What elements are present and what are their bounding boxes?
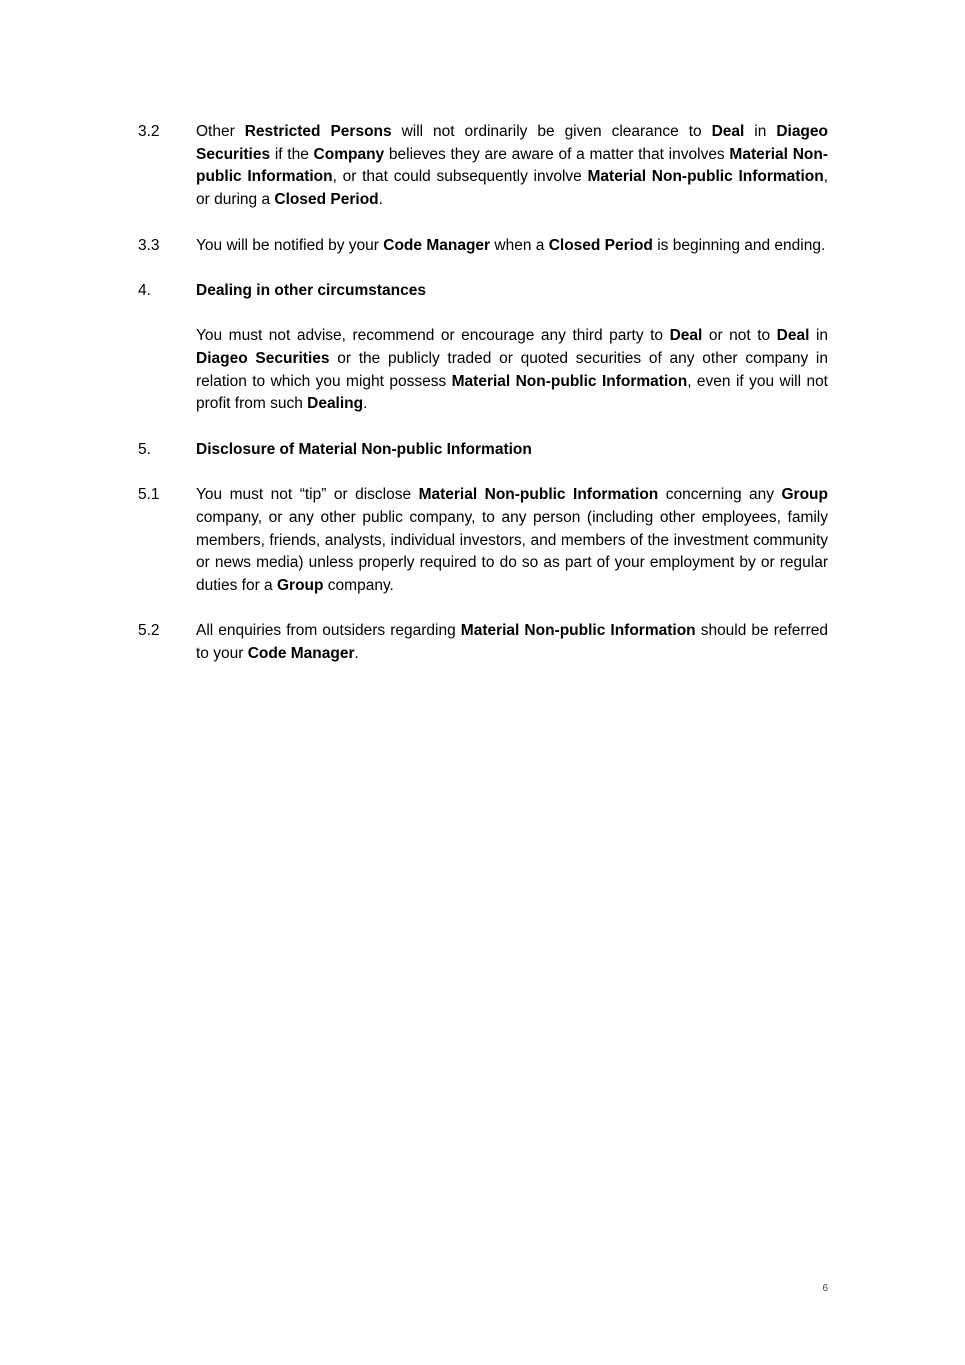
text-run: You must not advise, recommend or encourage any third party to [196, 327, 670, 345]
section-number [138, 325, 196, 416]
text-run: believes they are aware of a matter that involves [384, 145, 730, 163]
text-run: Other [196, 123, 245, 140]
text-run: . [354, 645, 359, 663]
text-run: company, or any other public company, to any person (including other employees, family members, friends, analysts, individual investors, and members of the investment community or news media) unless properly required to do so as part of your employment by or regular duties for a [196, 508, 828, 594]
text-run: when a [490, 236, 549, 254]
text-run: , even if you will not profit from such [196, 372, 828, 413]
text-run: . [378, 191, 383, 209]
defined-term: Deal [669, 327, 703, 345]
defined-term: Dealing in other circumstances [196, 281, 426, 299]
text-run: concerning any [658, 486, 782, 504]
section-3-3 [138, 235, 828, 258]
defined-term: Group [781, 486, 828, 504]
defined-term: Code Manager [247, 645, 355, 663]
defined-term: Group [277, 576, 324, 594]
text-run: . [363, 395, 368, 413]
text-run: company. [323, 576, 394, 594]
defined-term: Disclosure of Material Non-public Information [196, 440, 532, 458]
text-run: in [744, 123, 777, 140]
defined-term: Material Non-public Information [587, 168, 824, 186]
section-number: 5.2 [138, 622, 160, 640]
defined-term: Dealing [307, 395, 364, 413]
section-5-heading [138, 439, 828, 462]
defined-term: Closed Period [548, 236, 653, 254]
defined-term: Material Non-public Information [196, 145, 828, 186]
section-text [196, 235, 828, 258]
section-number: 3.3 [138, 236, 160, 254]
defined-term: Restricted Persons [244, 123, 392, 140]
section-number: 3.2 [138, 123, 160, 140]
section-number: 5. [138, 440, 151, 458]
section-heading-text [196, 439, 828, 462]
defined-term: Material Non-public Information [460, 622, 696, 640]
text-run: , or during a [196, 168, 828, 209]
section-5-2 [138, 620, 828, 665]
section-text [196, 484, 828, 598]
defined-term: Company [313, 145, 385, 163]
defined-term: Code Manager [383, 236, 491, 254]
text-run: or the publicly traded or quoted securities of any other company in relation to which you might possess [196, 349, 828, 390]
text-run: You must not “tip” or disclose [196, 486, 419, 504]
text-run: You will be notified by your [196, 236, 384, 254]
text-run: if the [270, 145, 314, 163]
section-4-body [138, 325, 828, 416]
section-5-1 [138, 484, 828, 598]
section-number: 4. [138, 281, 151, 299]
text-run: is beginning and ending. [652, 236, 826, 254]
defined-term: Diageo Securities [196, 123, 828, 163]
defined-term: Closed Period [274, 191, 379, 209]
document-page [138, 121, 828, 688]
defined-term: Deal [711, 123, 745, 140]
text-run: in [809, 327, 829, 345]
section-4-heading [138, 280, 828, 303]
text-run: or not to [702, 327, 777, 345]
defined-term: Diageo Securities [196, 349, 330, 367]
page-number: 6 [822, 1283, 828, 1294]
defined-term: Deal [776, 327, 810, 345]
section-3-2 [138, 121, 828, 212]
section-text [196, 121, 828, 212]
defined-term: Material Non-public Information [418, 486, 659, 504]
defined-term: Material Non-public Information [451, 372, 688, 390]
section-text [196, 325, 828, 416]
section-number: 5.1 [138, 486, 160, 504]
text-run: will not ordinarily be given clearance to [391, 123, 712, 140]
section-heading-text [196, 280, 828, 303]
text-run: should be referred to your [196, 622, 828, 663]
section-text [196, 620, 828, 665]
text-run: All enquiries from outsiders regarding [196, 622, 461, 640]
text-run: , or that could subsequently involve [332, 168, 588, 186]
